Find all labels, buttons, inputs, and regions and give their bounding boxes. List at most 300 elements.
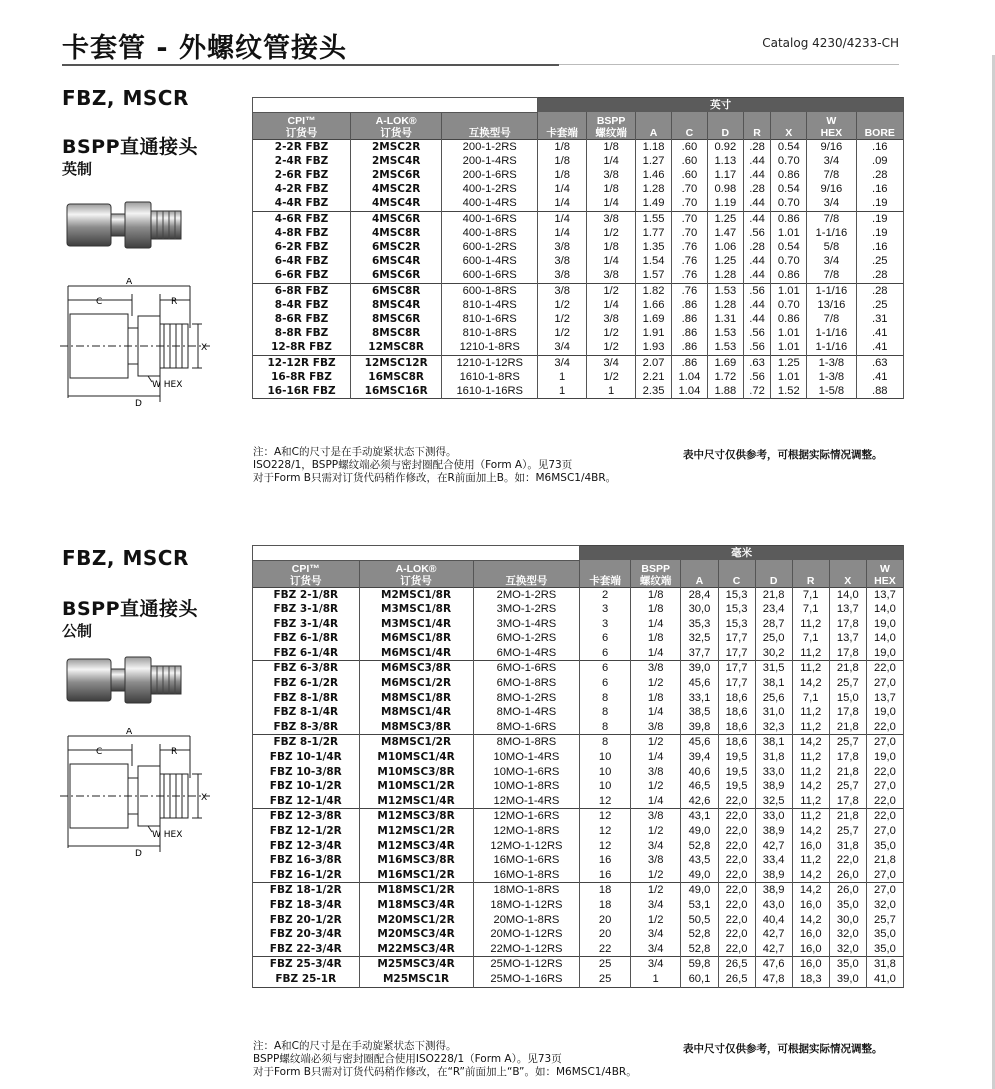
table-cell: 6MSC4R	[351, 254, 442, 268]
table-cell: .60	[671, 168, 707, 182]
table-cell: 3/4	[587, 355, 636, 370]
table-cell: 42,7	[755, 927, 792, 942]
table-cell: 21,8	[866, 853, 903, 868]
table-row	[253, 312, 904, 326]
table-row	[253, 765, 904, 780]
table-cell: .70	[671, 196, 707, 211]
table-cell: FBZ 12-1/4R	[253, 794, 360, 809]
table-cell: 25,7	[866, 913, 903, 928]
table-cell: 8	[580, 720, 631, 735]
table-row	[253, 853, 904, 868]
table-cell: .44	[743, 168, 771, 182]
column-header: 互换型号	[442, 112, 538, 139]
table-cell: .28	[856, 268, 903, 283]
table-cell: .60	[671, 154, 707, 168]
table-cell: 1/2	[538, 312, 587, 326]
table-cell: .86	[671, 340, 707, 355]
table-cell: 33,4	[755, 853, 792, 868]
table-cell: .76	[671, 240, 707, 254]
table-cell: 7,1	[792, 691, 829, 706]
table-row	[253, 340, 904, 355]
table-cell: 53,1	[681, 898, 718, 913]
table-cell: M20MSC1/2R	[359, 913, 473, 928]
table-cell: .16	[856, 240, 903, 254]
column-header: A	[681, 560, 718, 587]
table-cell: 49,0	[681, 883, 718, 898]
table-cell: 200-1-6RS	[442, 168, 538, 182]
table-row	[253, 587, 904, 602]
table-cell: 11,2	[792, 765, 829, 780]
table-cell: FBZ 10-1/2R	[253, 779, 360, 794]
table-cell: 1.28	[707, 268, 743, 283]
table-cell: 1/8	[538, 139, 587, 154]
unit-header-row	[253, 98, 904, 113]
table-row	[253, 384, 904, 399]
table-cell: 4-6R FBZ	[253, 211, 351, 226]
table-cell: 1.04	[671, 384, 707, 399]
table-cell: M10MSC3/8R	[359, 765, 473, 780]
table-cell: FBZ 18-3/4R	[253, 898, 360, 913]
table-cell: 3/4	[630, 927, 681, 942]
table-cell: 0.98	[707, 182, 743, 196]
table-cell: 1/4	[538, 226, 587, 240]
table-cell: 2MSC4R	[351, 154, 442, 168]
table-cell: 1-1/16	[807, 340, 856, 355]
section2-subtitle: BSPP直通接头	[62, 598, 199, 620]
table-cell: 1	[630, 972, 681, 987]
table-cell: 3/4	[630, 942, 681, 957]
table-cell: FBZ 8-1/4R	[253, 705, 360, 720]
table-cell: 16,0	[792, 839, 829, 854]
table-row	[253, 750, 904, 765]
table-cell: 35,3	[681, 617, 718, 632]
table-cell: 25,7	[829, 824, 866, 839]
table-cell: 22,0	[866, 720, 903, 735]
table-cell: 8	[580, 735, 631, 750]
table-cell: 3/8	[630, 853, 681, 868]
table-cell: 11,2	[792, 617, 829, 632]
table-cell: FBZ 25-3/4R	[253, 957, 360, 972]
table-cell: 1.52	[771, 384, 807, 399]
table-cell: 1.91	[636, 326, 672, 340]
table-cell: M8MSC1/2R	[359, 735, 473, 750]
table-cell: 17,7	[718, 676, 755, 691]
table-cell: 22,0	[718, 898, 755, 913]
table-cell: .44	[743, 268, 771, 283]
table-cell: 3/8	[630, 720, 681, 735]
table-cell: 32,0	[829, 942, 866, 957]
table-cell: 50,5	[681, 913, 718, 928]
table-cell: 1.53	[707, 326, 743, 340]
table-cell: 1-1/16	[807, 283, 856, 298]
table-cell: 38,1	[755, 676, 792, 691]
table-cell: 33,0	[755, 809, 792, 824]
table-cell: 18MO-1-8RS	[473, 883, 580, 898]
table-cell: 16MSC16R	[351, 384, 442, 399]
table-cell: 8MO-1-6RS	[473, 720, 580, 735]
table-cell: 1/4	[538, 196, 587, 211]
label-a: A	[126, 728, 133, 737]
table-cell: 7/8	[807, 211, 856, 226]
table-cell: .44	[743, 196, 771, 211]
table-cell: 10	[580, 765, 631, 780]
table-cell: 52,8	[681, 927, 718, 942]
table-cell: 3	[580, 617, 631, 632]
table-cell: 1.82	[636, 283, 672, 298]
table-cell: 1/4	[538, 182, 587, 196]
table-cell: 25,7	[829, 676, 866, 691]
table-cell: 25,0	[755, 631, 792, 646]
table-cell: 6	[580, 661, 631, 676]
table-cell: 1.57	[636, 268, 672, 283]
table-row	[253, 883, 904, 898]
table-cell: M16MSC1/2R	[359, 868, 473, 883]
table-cell: 11,2	[792, 853, 829, 868]
table-cell: M18MSC3/4R	[359, 898, 473, 913]
table-row	[253, 211, 904, 226]
table-cell: 30,0	[829, 913, 866, 928]
table-cell: 1	[538, 370, 587, 384]
table-cell: .41	[856, 326, 903, 340]
table-cell: 40,6	[681, 765, 718, 780]
table-cell: 400-1-6RS	[442, 211, 538, 226]
table-cell: 13,7	[829, 602, 866, 617]
table-cell: 1.04	[671, 370, 707, 384]
table-cell: FBZ 3-1/8R	[253, 602, 360, 617]
table-cell: 400-1-8RS	[442, 226, 538, 240]
table-cell: 1/2	[587, 226, 636, 240]
table-cell: 13,7	[866, 691, 903, 706]
label-r: R	[171, 297, 178, 307]
page-title: 卡套管 - 外螺纹管接头	[62, 33, 348, 64]
table-cell: 0.70	[771, 154, 807, 168]
table-cell: 20	[580, 927, 631, 942]
section1-subtitle: BSPP直通接头	[62, 136, 199, 158]
table-cell: 17,8	[829, 617, 866, 632]
table-cell: 12MSC8R	[351, 340, 442, 355]
table-cell: M3MSC1/4R	[359, 617, 473, 632]
table-cell: 19,5	[718, 765, 755, 780]
table-cell: 15,3	[718, 617, 755, 632]
table-cell: 43,5	[681, 853, 718, 868]
table-cell: FBZ 8-3/8R	[253, 720, 360, 735]
table-cell: 14,0	[866, 631, 903, 646]
note-line: 注：A和C的尺寸是在手动旋紧状态下测得。	[253, 446, 457, 458]
table-cell: 1	[538, 384, 587, 399]
table-cell: 22,0	[866, 794, 903, 809]
table-cell: 2MSC6R	[351, 168, 442, 182]
table-cell: 17,8	[829, 750, 866, 765]
table-cell: 6	[580, 631, 631, 646]
table-cell: 22,0	[718, 883, 755, 898]
table-cell: 2.21	[636, 370, 672, 384]
table-cell: 14,2	[792, 779, 829, 794]
column-header: BORE	[856, 112, 903, 139]
table-cell: 27,0	[866, 779, 903, 794]
table-cell: 8MO-1-4RS	[473, 705, 580, 720]
table-cell: 1/8	[538, 168, 587, 182]
column-header-row	[253, 112, 904, 139]
table-row	[253, 370, 904, 384]
table-cell: 10MO-1-4RS	[473, 750, 580, 765]
table-cell: 1.25	[707, 254, 743, 268]
table-cell: 2-6R FBZ	[253, 168, 351, 182]
table-cell: 22,0	[718, 853, 755, 868]
unit-header-row	[253, 546, 904, 561]
table-cell: 8MSC4R	[351, 298, 442, 312]
table-cell: 1.01	[771, 340, 807, 355]
table-cell: 1/4	[630, 794, 681, 809]
table-cell: 7,1	[792, 602, 829, 617]
table-cell: 0.70	[771, 196, 807, 211]
table-cell: .28	[743, 182, 771, 196]
table-cell: 1/4	[630, 705, 681, 720]
label-a: A	[126, 278, 133, 287]
table-cell: 3/4	[538, 355, 587, 370]
table-cell: 16-16R FBZ	[253, 384, 351, 399]
table-cell: FBZ 2-1/8R	[253, 587, 360, 602]
catalog-number: Catalog 4230/4233-CH	[762, 36, 899, 50]
table-row	[253, 972, 904, 987]
table-row	[253, 268, 904, 283]
table-cell: 1.46	[636, 168, 672, 182]
table-cell: 1/2	[587, 340, 636, 355]
table-cell: 17,8	[829, 794, 866, 809]
table-cell: 8	[580, 691, 631, 706]
table-cell: 27,0	[866, 868, 903, 883]
table-cell: .19	[856, 196, 903, 211]
table-cell: .88	[856, 384, 903, 399]
section2-subtitle-unit: 公制	[62, 622, 93, 640]
table-cell: 59,8	[681, 957, 718, 972]
table-cell: 1.66	[636, 298, 672, 312]
table-cell: 38,9	[755, 883, 792, 898]
table-cell: 6-8R FBZ	[253, 283, 351, 298]
table-cell: M3MSC1/8R	[359, 602, 473, 617]
table-cell: FBZ 16-1/2R	[253, 868, 360, 883]
table-cell: 21,8	[829, 661, 866, 676]
table-row	[253, 691, 904, 706]
table-cell: 6MSC2R	[351, 240, 442, 254]
table-cell: 26,0	[829, 883, 866, 898]
table-row	[253, 942, 904, 957]
table-cell: 3/8	[538, 283, 587, 298]
table-cell: 1-1/16	[807, 226, 856, 240]
table-cell: .76	[671, 254, 707, 268]
column-header: 互换型号	[473, 560, 580, 587]
table-cell: .25	[856, 298, 903, 312]
table-cell: 0.54	[771, 182, 807, 196]
column-header: W HEX	[866, 560, 903, 587]
table-cell: 1/8	[630, 587, 681, 602]
table-cell: 8MO-1-2RS	[473, 691, 580, 706]
note-line: 注：A和C的尺寸是在手动旋紧状态下测得。	[253, 1040, 457, 1052]
table-cell: 12	[580, 839, 631, 854]
table-cell: 21,8	[755, 587, 792, 602]
table-cell: 18MO-1-12RS	[473, 898, 580, 913]
table-cell: .09	[856, 154, 903, 168]
table-cell: 1.01	[771, 326, 807, 340]
table-cell: 1/2	[630, 868, 681, 883]
table-cell: .28	[856, 283, 903, 298]
table-cell: 25MO-1-12RS	[473, 957, 580, 972]
table-cell: 1/8	[538, 154, 587, 168]
table-cell: 38,1	[755, 735, 792, 750]
table-cell: 1/2	[587, 370, 636, 384]
table-cell: FBZ 8-1/8R	[253, 691, 360, 706]
table-cell: 22,0	[718, 913, 755, 928]
table-cell: .86	[671, 312, 707, 326]
table-cell: 22,0	[718, 839, 755, 854]
table-cell: 22,0	[866, 809, 903, 824]
table-cell: 8MSC6R	[351, 312, 442, 326]
table-cell: 26,5	[718, 972, 755, 987]
table-cell: 17,7	[718, 661, 755, 676]
table-cell: .44	[743, 211, 771, 226]
table-cell: 52,8	[681, 839, 718, 854]
note-line: ISO228/1，BSPP螺纹端必须与密封圈配合使用（Form A）。见73页	[253, 459, 573, 471]
table-cell: .41	[856, 340, 903, 355]
table-cell: 37,7	[681, 646, 718, 661]
table-cell: M10MSC1/2R	[359, 779, 473, 794]
table-cell: FBZ 6-1/4R	[253, 646, 360, 661]
table-cell: 810-1-6RS	[442, 312, 538, 326]
table-cell: .19	[856, 226, 903, 240]
table-cell: .63	[856, 355, 903, 370]
table-cell: 8-4R FBZ	[253, 298, 351, 312]
table-cell: 15,0	[829, 691, 866, 706]
table-cell: M12MSC3/4R	[359, 839, 473, 854]
table-row	[253, 168, 904, 182]
table-cell: 22,0	[866, 765, 903, 780]
table-cell: 11,2	[792, 661, 829, 676]
table-cell: 47,8	[755, 972, 792, 987]
table-cell: 38,9	[755, 779, 792, 794]
table-cell: 1/2	[630, 883, 681, 898]
table-cell: .56	[743, 326, 771, 340]
table-cell: 1/2	[630, 735, 681, 750]
table-cell: 1.18	[636, 139, 672, 154]
table-cell: 4MSC8R	[351, 226, 442, 240]
table-cell: 16MO-1-6RS	[473, 853, 580, 868]
label-x: X	[201, 793, 208, 803]
section1-subtitle-unit: 英制	[62, 160, 93, 178]
table-cell: 22,0	[866, 661, 903, 676]
table-cell: 35,0	[866, 942, 903, 957]
table-cell: FBZ 10-1/4R	[253, 750, 360, 765]
table-cell: 39,8	[681, 720, 718, 735]
table-cell: 0.70	[771, 254, 807, 268]
table-cell: 2.07	[636, 355, 672, 370]
section2-heading: FBZ, MSCR	[62, 546, 189, 570]
table-cell: 22,0	[718, 942, 755, 957]
column-header: CPI™ 订货号	[253, 560, 360, 587]
table-cell: 1/2	[538, 326, 587, 340]
table-row	[253, 617, 904, 632]
table-cell: 1/4	[630, 617, 681, 632]
table-cell: 3/4	[807, 196, 856, 211]
table-cell: 18,6	[718, 691, 755, 706]
table-cell: 3/8	[630, 809, 681, 824]
table-cell: 52,8	[681, 942, 718, 957]
table-cell: M6MSC1/2R	[359, 676, 473, 691]
table-cell: 4-4R FBZ	[253, 196, 351, 211]
table-cell: 400-1-4RS	[442, 196, 538, 211]
table-cell: 22,0	[718, 809, 755, 824]
table-cell: 32,0	[866, 898, 903, 913]
table-cell: 8-6R FBZ	[253, 312, 351, 326]
table-cell: 1.88	[707, 384, 743, 399]
table-cell: 27,0	[866, 883, 903, 898]
table-cell: .70	[671, 182, 707, 196]
table-cell: 600-1-4RS	[442, 254, 538, 268]
table-row	[253, 182, 904, 196]
column-header: X	[771, 112, 807, 139]
section1-notes	[253, 446, 616, 485]
table-cell: 35,0	[866, 839, 903, 854]
table-cell: 14,2	[792, 676, 829, 691]
table-cell: .44	[743, 298, 771, 312]
table-cell: 1/2	[538, 298, 587, 312]
table-row	[253, 927, 904, 942]
table-cell: FBZ 12-3/4R	[253, 839, 360, 854]
table-cell: 600-1-8RS	[442, 283, 538, 298]
table-cell: M6MSC1/8R	[359, 631, 473, 646]
table-cell: 1/2	[587, 283, 636, 298]
label-c: C	[96, 747, 103, 757]
table-cell: 6	[580, 676, 631, 691]
table-cell: .86	[671, 326, 707, 340]
table-row	[253, 735, 904, 750]
table-cell: 1.27	[636, 154, 672, 168]
table-cell: 1.25	[707, 211, 743, 226]
table-cell: 1.28	[707, 298, 743, 312]
table-cell: 16-8R FBZ	[253, 370, 351, 384]
table-cell: .76	[671, 283, 707, 298]
table-cell: FBZ 6-1/8R	[253, 631, 360, 646]
dimension-drawing-2	[60, 728, 220, 858]
table-cell: .16	[856, 139, 903, 154]
table-cell: .70	[671, 226, 707, 240]
table-row	[253, 326, 904, 340]
table-cell: 22MO-1-12RS	[473, 942, 580, 957]
table-cell: 45,6	[681, 735, 718, 750]
table-cell: 25,6	[755, 691, 792, 706]
table-cell: 19,0	[866, 750, 903, 765]
table-cell: 39,0	[829, 972, 866, 987]
table-cell: 600-1-6RS	[442, 268, 538, 283]
table-cell: 31,5	[755, 661, 792, 676]
table-cell: 32,5	[681, 631, 718, 646]
table-cell: 20MO-1-12RS	[473, 927, 580, 942]
table-cell: 0.86	[771, 312, 807, 326]
unit-header: 英寸	[538, 98, 904, 113]
table-cell: 12	[580, 794, 631, 809]
table-cell: 3/4	[807, 154, 856, 168]
table-cell: .41	[856, 370, 903, 384]
table-cell: 1/2	[630, 824, 681, 839]
table-cell: 1/4	[630, 646, 681, 661]
table-row	[253, 661, 904, 676]
table-row	[253, 809, 904, 824]
table-row	[253, 139, 904, 154]
table-cell: 600-1-2RS	[442, 240, 538, 254]
table-cell: 32,0	[829, 927, 866, 942]
table-cell: FBZ 20-1/2R	[253, 913, 360, 928]
table-cell: 1610-1-16RS	[442, 384, 538, 399]
table-cell: 27,0	[866, 676, 903, 691]
table-cell: 2-4R FBZ	[253, 154, 351, 168]
